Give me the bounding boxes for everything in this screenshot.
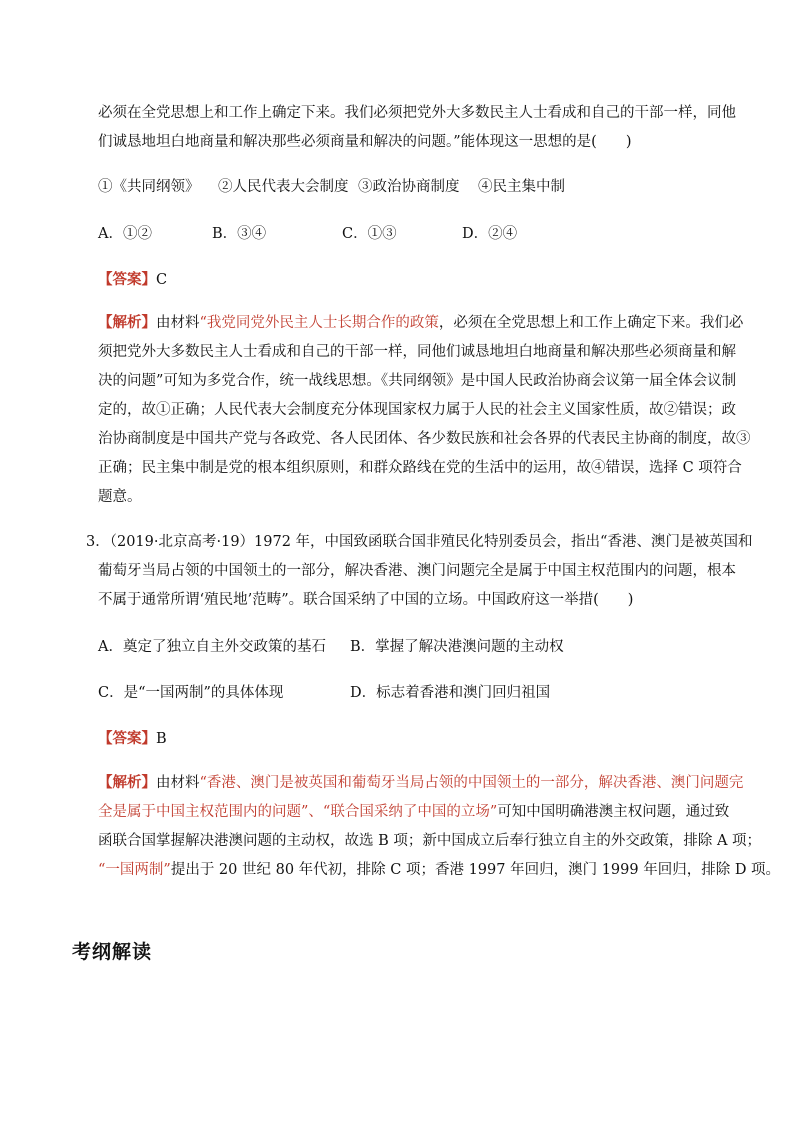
q3-option-b: B．掌握了解决港澳问题的主动权 — [350, 639, 564, 655]
q3-stem-line-2: 葡萄牙当局占领的中国领土的一部分，解决香港、澳门问题完全是属于中国主权范围内的问题，根本 — [98, 563, 736, 579]
analysis-text: ，必须在全党思想上和工作上确定下来。我们必 — [438, 315, 744, 331]
q2-analysis-line-6: 正确；民主集中制是党的根本组织原则，和群众路线在党的生活中的运用，故④错误，选择 C 项符合 — [98, 460, 742, 476]
q3-analysis-line-3: 函联合国掌握解决港澳问题的主动权，故选 B 项；新中国成立后奉行独立自主的外交政策，排除 A 项； — [98, 833, 762, 849]
analysis-tag: 【解析】 — [98, 314, 156, 331]
q3-analysis-line-2 — [98, 802, 738, 822]
q2-analysis-line-3: 决的问题”可知为多党合作，统一战线思想。《共同纲领》是中国人民政治协商会议第一届全体会议制 — [98, 373, 737, 389]
analysis-tag: 【解析】 — [98, 774, 156, 791]
analysis-quote: “一国两制” — [98, 862, 171, 878]
q2-analysis-line-4: 定的，故①正确；人民代表大会制度充分体现国家权力属于人民的社会主义国家性质，故②错误；政 — [98, 402, 736, 418]
q2-item-4: ④民主集中制 — [478, 179, 565, 195]
q3-analysis-line-1 — [98, 773, 744, 793]
q2-analysis-line-1 — [98, 313, 744, 333]
q2-stem-line-2: 们诚恳地坦白地商量和解决那些必须商量和解决的问题。”能体现这一思想的是( ) — [98, 134, 632, 150]
analysis-quote: 全是属于中国主权范围内的问题”、“联合国采纳了中国的立场” — [98, 804, 498, 820]
q3-option-a: A．奠定了独立自主外交政策的基石 — [98, 639, 326, 655]
q2-item-2: ②人民代表大会制度 — [218, 179, 349, 195]
q3-option-d: D．标志着香港和澳门回归祖国 — [350, 685, 551, 701]
q2-answer — [98, 270, 738, 290]
q2-item-1: ①《共同纲领》 — [98, 179, 200, 195]
q2-analysis-line-7: 题意。 — [98, 489, 142, 505]
q3-stem-line-3: 不属于通常所谓‘殖民地’范畴”。联合国采纳了中国的立场。中国政府这一举措( ) — [98, 592, 634, 608]
q2-analysis-line-2: 须把党外大多数民主人士看成和自己的干部一样，同他们诚恳地坦白地商量和解决那些必须商量和解 — [98, 344, 736, 360]
section-title: 考纲解读 — [72, 941, 153, 963]
answer-value: B — [156, 731, 167, 747]
q3-stem-line-1: 3．（2019·北京高考·19）1972 年，中国致函联合国非殖民化特别委员会，指出“香港、澳门是被英国和 — [86, 534, 753, 550]
q2-stem-line-1: 必须在全党思想上和工作上确定下来。我们必须把党外大多数民主人士看成和自己的干部一样，同他 — [98, 105, 736, 121]
answer-tag: 【答案】 — [98, 730, 156, 747]
analysis-text: 可知中国明确港澳主权问题，通过致 — [497, 804, 730, 820]
q3-option-c: C．是“一国两制”的具体体现 — [98, 685, 284, 701]
q2-item-3: ③政治协商制度 — [358, 179, 460, 195]
analysis-text: 由材料 — [156, 315, 200, 331]
answer-tag: 【答案】 — [98, 271, 156, 288]
answer-value: C — [156, 272, 168, 288]
analysis-quote: “我党同党外民主人士长期合作的政策 — [199, 315, 439, 331]
q2-analysis-line-5: 治协商制度是中国共产党与各政党、各人民团体、各少数民族和社会各界的代表民主协商的制度，故③ — [98, 431, 751, 447]
q2-option-d: D．②④ — [462, 226, 518, 242]
analysis-text: 由材料 — [156, 775, 200, 791]
q2-option-a: A．①② — [98, 226, 152, 242]
q2-option-c: C．①③ — [342, 226, 397, 242]
q3-answer — [98, 729, 738, 749]
analysis-quote: “香港、澳门是被英国和葡萄牙当局占领的中国领土的一部分，解决香港、澳门问题完 — [199, 775, 744, 791]
q2-option-b: B．③④ — [212, 226, 267, 242]
q3-analysis-line-4 — [98, 860, 781, 880]
analysis-text: 提出于 20 世纪 80 年代初，排除 C 项；香港 1997 年回归，澳门 1999 年回归，排除 D 项。 — [170, 862, 781, 878]
